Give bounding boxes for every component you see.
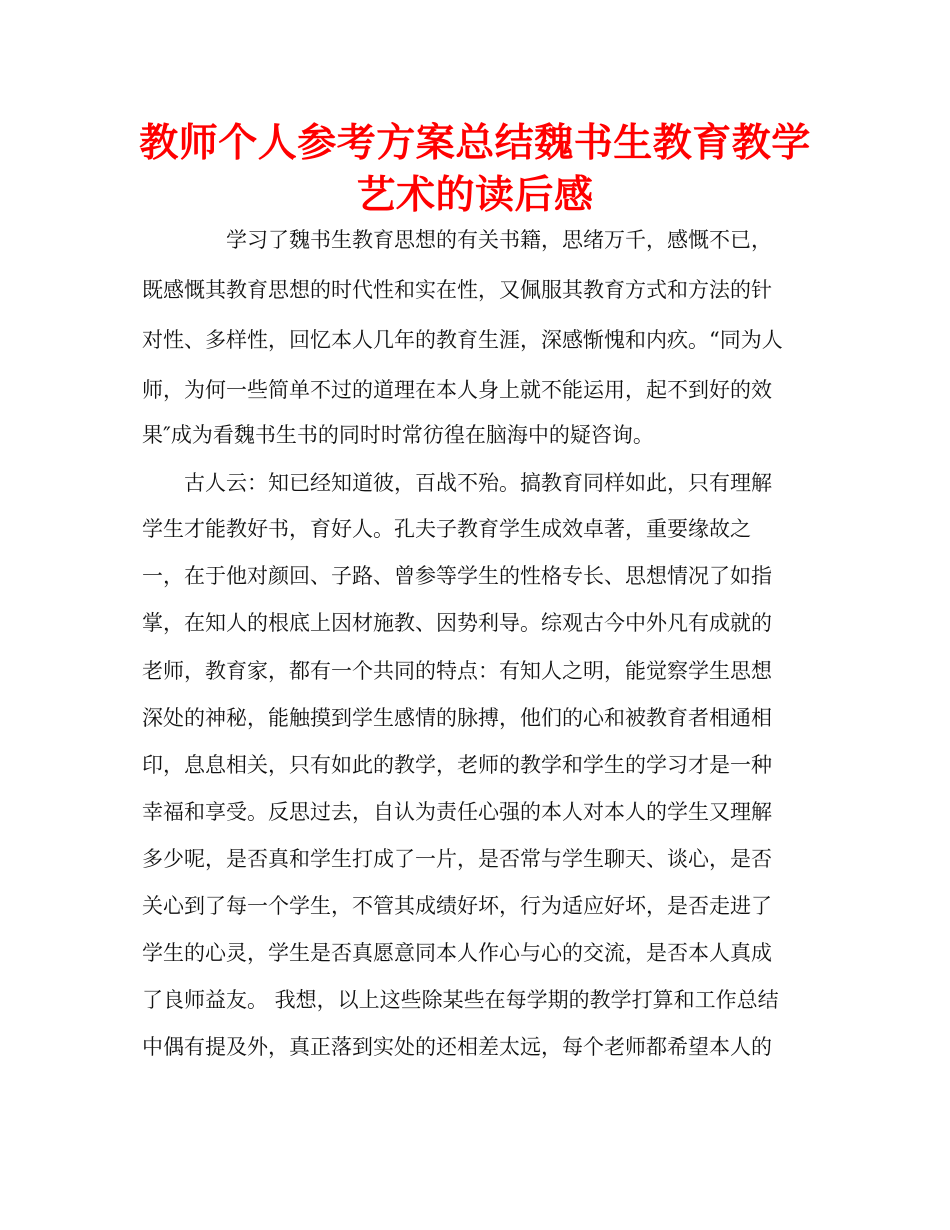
body-line: 印，息息相关，只有如此的教学，老师的教学和学生的学习才是一种 [142,753,772,777]
body-line: 学生才能教好书，育好人。孔夫子教育学生成效卓著，重要缘故之 [142,517,751,541]
body-line: 老师，教育家，都有一个共同的特点：有知人之明，能觉察学生思想 [142,659,772,683]
body-line: 幸福和享受。反思过去，自认为责任心强的本人对本人的学生又理解 [142,800,772,824]
body-line: 关心到了每一个学生，不管其成绩好坏，行为适应好坏，是否走进了 [142,894,772,918]
body-line: 深处的神秘，能触摸到学生感情的脉搏，他们的心和被教育者相通相 [142,706,772,730]
body-line: 多少呢，是否真和学生打成了一片，是否常与学生聊天、谈心，是否 [142,847,772,871]
body-line: 学习了魏书生教育思想的有关书籍，思绪万千，感慨不已， [142,228,772,252]
body-line: 掌，在知人的根底上因材施教、因势利导。综观古今中外凡有成就的 [142,611,772,635]
body-line: 师，为何一些简单不过的道理在本人身上就不能运用，起不到好的效 [142,378,772,402]
body-line: 了良师益友。 我想，以上这些除某些在每学期的教学打算和工作总结 [142,988,779,1012]
body-line: 中偶有提及外，真正落到实处的还相差太远，每个老师都希望本人的 [142,1035,772,1059]
body-line: 对性、多样性，回忆本人几年的教育生涯，深感惭愧和内疚。“同为人 [142,328,783,352]
body-line: 一，在于他对颜回、子路、曾参等学生的性格专长、思想情况了如指 [142,564,772,588]
body-line: 古人云：知已经知道彼，百战不殆。搞教育同样如此，只有理解 [142,471,772,495]
body-line: 学生的心灵，学生是否真愿意同本人作心与心的交流，是否本人真成 [142,941,772,965]
body-line: 果″成为看魏书生书的同时时常彷徨在脑海中的疑咨询。 [142,423,654,447]
document-title: 教师个人参考方案总结魏书生教育教学艺术的读后感 [139,121,811,218]
body-line: 既感慨其教育思想的时代性和实在性，又佩服其教育方式和方法的针 [142,278,772,302]
